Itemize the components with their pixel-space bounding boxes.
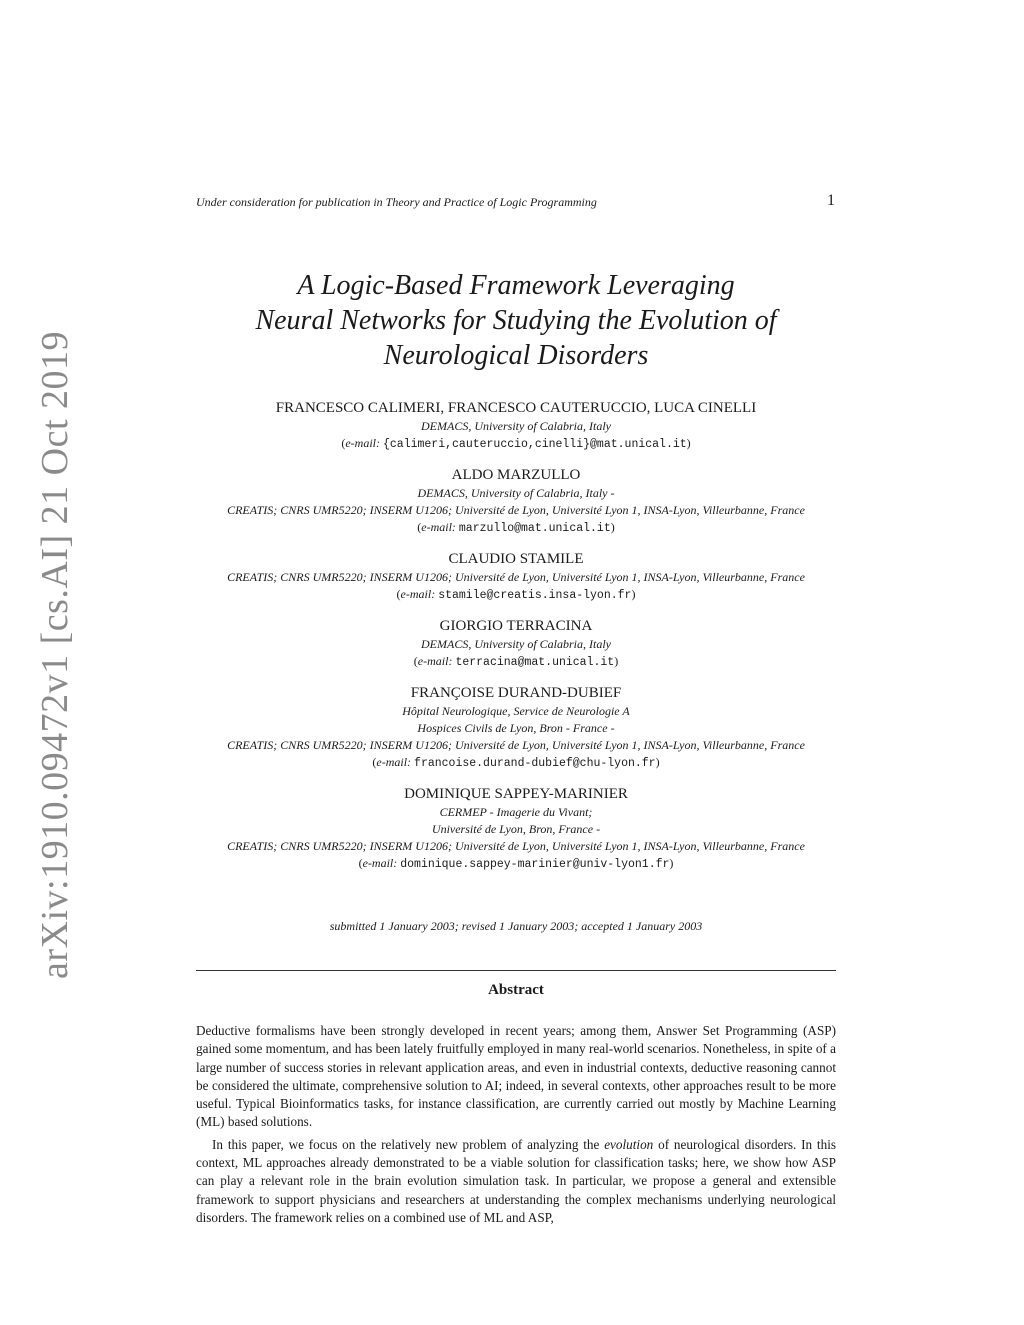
abstract-heading: Abstract bbox=[488, 982, 544, 998]
email-label: e-mail: bbox=[417, 654, 453, 668]
abstract-text: of neurological disorders. In this context, ML approaches already demonstrated to be a viable solution for classification tasks; here, we show how ASP can play a relevant role in the brain evolution simulation task. In particular, we propose a general and extensible framework to support physicians and researchers at understanding the complex mechanisms underlying neurological disorders. The framework relies on a combined use of ML and ASP, bbox=[196, 1136, 836, 1225]
author-name: ALDO MARZULLO bbox=[451, 467, 581, 483]
author-block bbox=[196, 784, 836, 873]
author-affiliation: Université de Lyon, Bron, France - bbox=[431, 822, 601, 836]
author-block bbox=[196, 549, 836, 604]
page-number: 1 bbox=[827, 192, 835, 209]
author-affiliation: CREATIS; CNRS UMR5220; INSERM U1206; Université de Lyon, Université Lyon 1, INSA-Lyon, Villeurbanne, France bbox=[227, 839, 805, 853]
author-affiliation: CREATIS; CNRS UMR5220; INSERM U1206; Université de Lyon, Université Lyon 1, INSA-Lyon, Villeurbanne, France bbox=[227, 503, 805, 517]
author-block bbox=[196, 465, 836, 537]
abstract-paragraph: Deductive formalisms have been strongly developed in recent years; among them, Answer Set Programming (ASP) gained some momentum, and has been lately fruitfully employed in many real-world scenarios. Nonetheless, in spite of a large number of success stories in relevant application areas, and even in industrial contexts, deductive reasoning cannot be considered the ultimate, comprehensive solution to AI; indeed, in several contexts, other approaches result to be more useful. Typical Bioinformatics tasks, for instance classification, are currently carried out mostly by Machine Learning (ML) based solutions. bbox=[196, 1023, 836, 1130]
abstract-text: In this paper, we focus on the relatively new problem of analyzing the bbox=[212, 1136, 605, 1152]
author-email: (e-mail: stamile@creatis.insa-lyon.fr) bbox=[396, 587, 636, 602]
author-affiliation: CREATIS; CNRS UMR5220; INSERM U1206; Université de Lyon, Université Lyon 1, INSA-Lyon, Villeurbanne, France bbox=[227, 738, 805, 752]
author-name: FRANÇOISE DURAND-DUBIEF bbox=[410, 685, 622, 701]
author-affiliation: CERMEP - Imagerie du Vivant; bbox=[439, 805, 593, 819]
email-address[interactable]: terracina@mat.unical.it bbox=[455, 656, 615, 669]
author-affiliation: DEMACS, University of Calabria, Italy - bbox=[417, 486, 615, 500]
author-email: (e-mail: {calimeri,cauteruccio,cinelli}@mat.unical.it) bbox=[341, 436, 691, 451]
author-email: (e-mail: francoise.durand-dubief@chu-lyon.fr) bbox=[372, 755, 660, 770]
author-name: FRANCESCO CALIMERI, FRANCESCO CAUTERUCCIO, LUCA CINELLI bbox=[275, 400, 757, 416]
title-line: Neural Networks for Studying the Evolution of bbox=[255, 305, 777, 336]
author-affiliation: DEMACS, University of Calabria, Italy bbox=[421, 637, 611, 651]
submission-dates: submitted 1 January 2003; revised 1 January 2003; accepted 1 January 2003 bbox=[329, 919, 703, 933]
author-email: (e-mail: dominique.sappey-marinier@univ-lyon1.fr) bbox=[358, 856, 674, 871]
author-name: GIORGIO TERRACINA bbox=[439, 618, 593, 634]
email-address[interactable]: marzullo@mat.unical.it bbox=[458, 522, 611, 535]
email-address[interactable]: stamile@creatis.insa-lyon.fr bbox=[438, 589, 632, 602]
title-line: A Logic-Based Framework Leveraging bbox=[297, 270, 735, 301]
author-list bbox=[196, 398, 836, 873]
author-email: (e-mail: terracina@mat.unical.it) bbox=[413, 654, 619, 669]
author-email: (e-mail: marzullo@mat.unical.it) bbox=[417, 520, 615, 535]
author-name: DOMINIQUE SAPPEY-MARINIER bbox=[404, 786, 628, 802]
horizontal-rule bbox=[196, 970, 836, 971]
abstract-body bbox=[196, 1022, 836, 1231]
email-address[interactable]: francoise.durand-dubief@chu-lyon.fr bbox=[414, 757, 656, 770]
email-label: e-mail: bbox=[400, 587, 436, 601]
title-line: Neurological Disorders bbox=[383, 340, 649, 371]
email-label: e-mail: bbox=[421, 520, 456, 534]
running-head: Under consideration for publication in Theory and Practice of Logic Programming bbox=[196, 195, 597, 209]
email-address[interactable]: dominique.sappey-marinier@univ-lyon1.fr bbox=[400, 858, 670, 871]
arxiv-stamp: arXiv:1910.09472v1 [cs.AI] 21 Oct 2019 bbox=[34, 330, 76, 980]
abstract-emphasis: evolution bbox=[604, 1136, 654, 1152]
author-affiliation: Hôpital Neurologique, Service de Neurologie A bbox=[402, 704, 630, 718]
paper-title bbox=[196, 268, 836, 373]
email-address[interactable]: {calimeri,cauteruccio,cinelli}@mat.unical.it bbox=[383, 438, 687, 451]
email-label: e-mail: bbox=[345, 436, 380, 450]
author-affiliation: CREATIS; CNRS UMR5220; INSERM U1206; Université de Lyon, Université Lyon 1, INSA-Lyon, Villeurbanne, France bbox=[227, 570, 805, 584]
author-affiliation: DEMACS, University of Calabria, Italy bbox=[421, 419, 611, 433]
email-label: e-mail: bbox=[362, 856, 398, 870]
author-affiliation: Hospices Civils de Lyon, Bron - France - bbox=[417, 721, 615, 735]
abstract-paragraph bbox=[196, 1136, 836, 1227]
author-block bbox=[196, 683, 836, 772]
author-block bbox=[196, 616, 836, 671]
author-block bbox=[196, 398, 836, 453]
author-name: CLAUDIO STAMILE bbox=[448, 551, 584, 567]
email-label: e-mail: bbox=[376, 755, 412, 769]
